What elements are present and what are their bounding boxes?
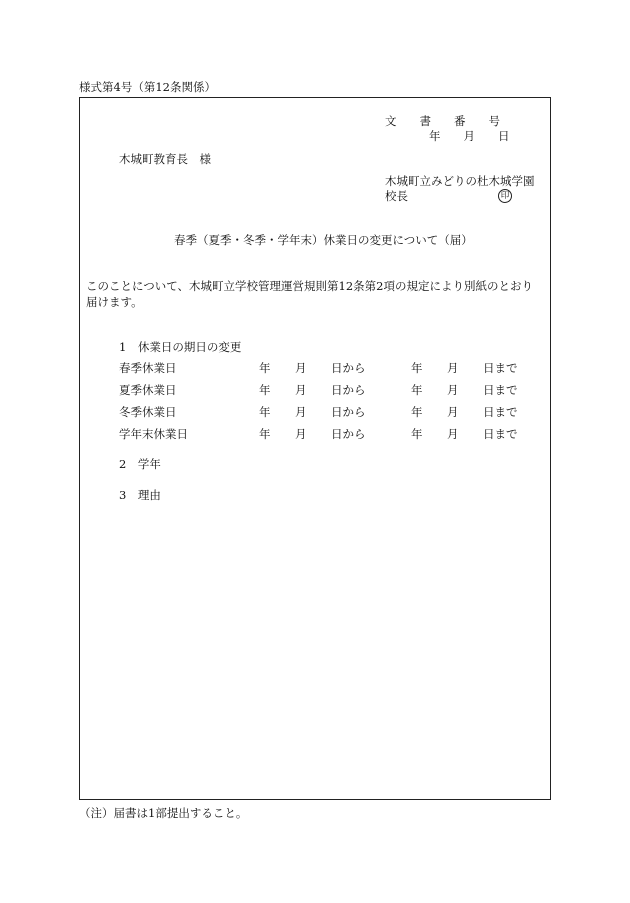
form-frame [79,97,551,800]
body-text: このことについて、木城町立学校管理運営規則第12条第2項の規定により別紙のとおり届けます。 [86,279,533,309]
start-year: 年 [259,361,271,375]
end-month: 月 [447,427,459,441]
end-month: 月 [447,383,459,397]
end-year: 年 [411,427,423,441]
start-year: 年 [259,383,271,397]
holiday-label: 春季休業日 [119,361,177,375]
section-3-heading: 3 理由 [119,488,161,502]
start-year: 年 [259,427,271,441]
end-day: 日まで [483,361,518,375]
form-label: 様式第4号（第12条関係） [79,80,216,94]
document-number-label: 文 書 番 号 [385,114,500,128]
holiday-label: 冬季休業日 [119,405,177,419]
seal-mark [498,188,512,203]
end-year: 年 [411,361,423,375]
end-month: 月 [447,405,459,419]
section-2-heading: 2 学年 [119,457,161,471]
start-day: 日から [331,383,366,397]
sender-school: 木城町立みどりの杜木城学園 [385,174,535,188]
end-year: 年 [411,405,423,419]
holiday-label: 夏季休業日 [119,383,177,397]
section-1-heading: 1 休業日の期日の変更 [119,340,242,354]
end-month: 月 [447,361,459,375]
start-year: 年 [259,405,271,419]
seal-icon: 印 [498,189,512,203]
end-day: 日まで [483,383,518,397]
footnote: （注）届書は1部提出すること。 [79,806,248,820]
start-day: 日から [331,361,366,375]
holiday-label: 学年末休業日 [119,427,188,441]
date-line: 年 月 日 [429,129,510,143]
document-title: 春季（夏季・冬季・学年末）休業日の変更について（届） [174,233,473,247]
start-month: 月 [295,405,307,419]
end-year: 年 [411,383,423,397]
start-month: 月 [295,383,307,397]
start-month: 月 [295,361,307,375]
start-day: 日から [331,427,366,441]
addressee: 木城町教育長 様 [119,152,211,166]
sender-role: 校長 [385,189,408,203]
end-day: 日まで [483,427,518,441]
start-day: 日から [331,405,366,419]
start-month: 月 [295,427,307,441]
end-day: 日まで [483,405,518,419]
